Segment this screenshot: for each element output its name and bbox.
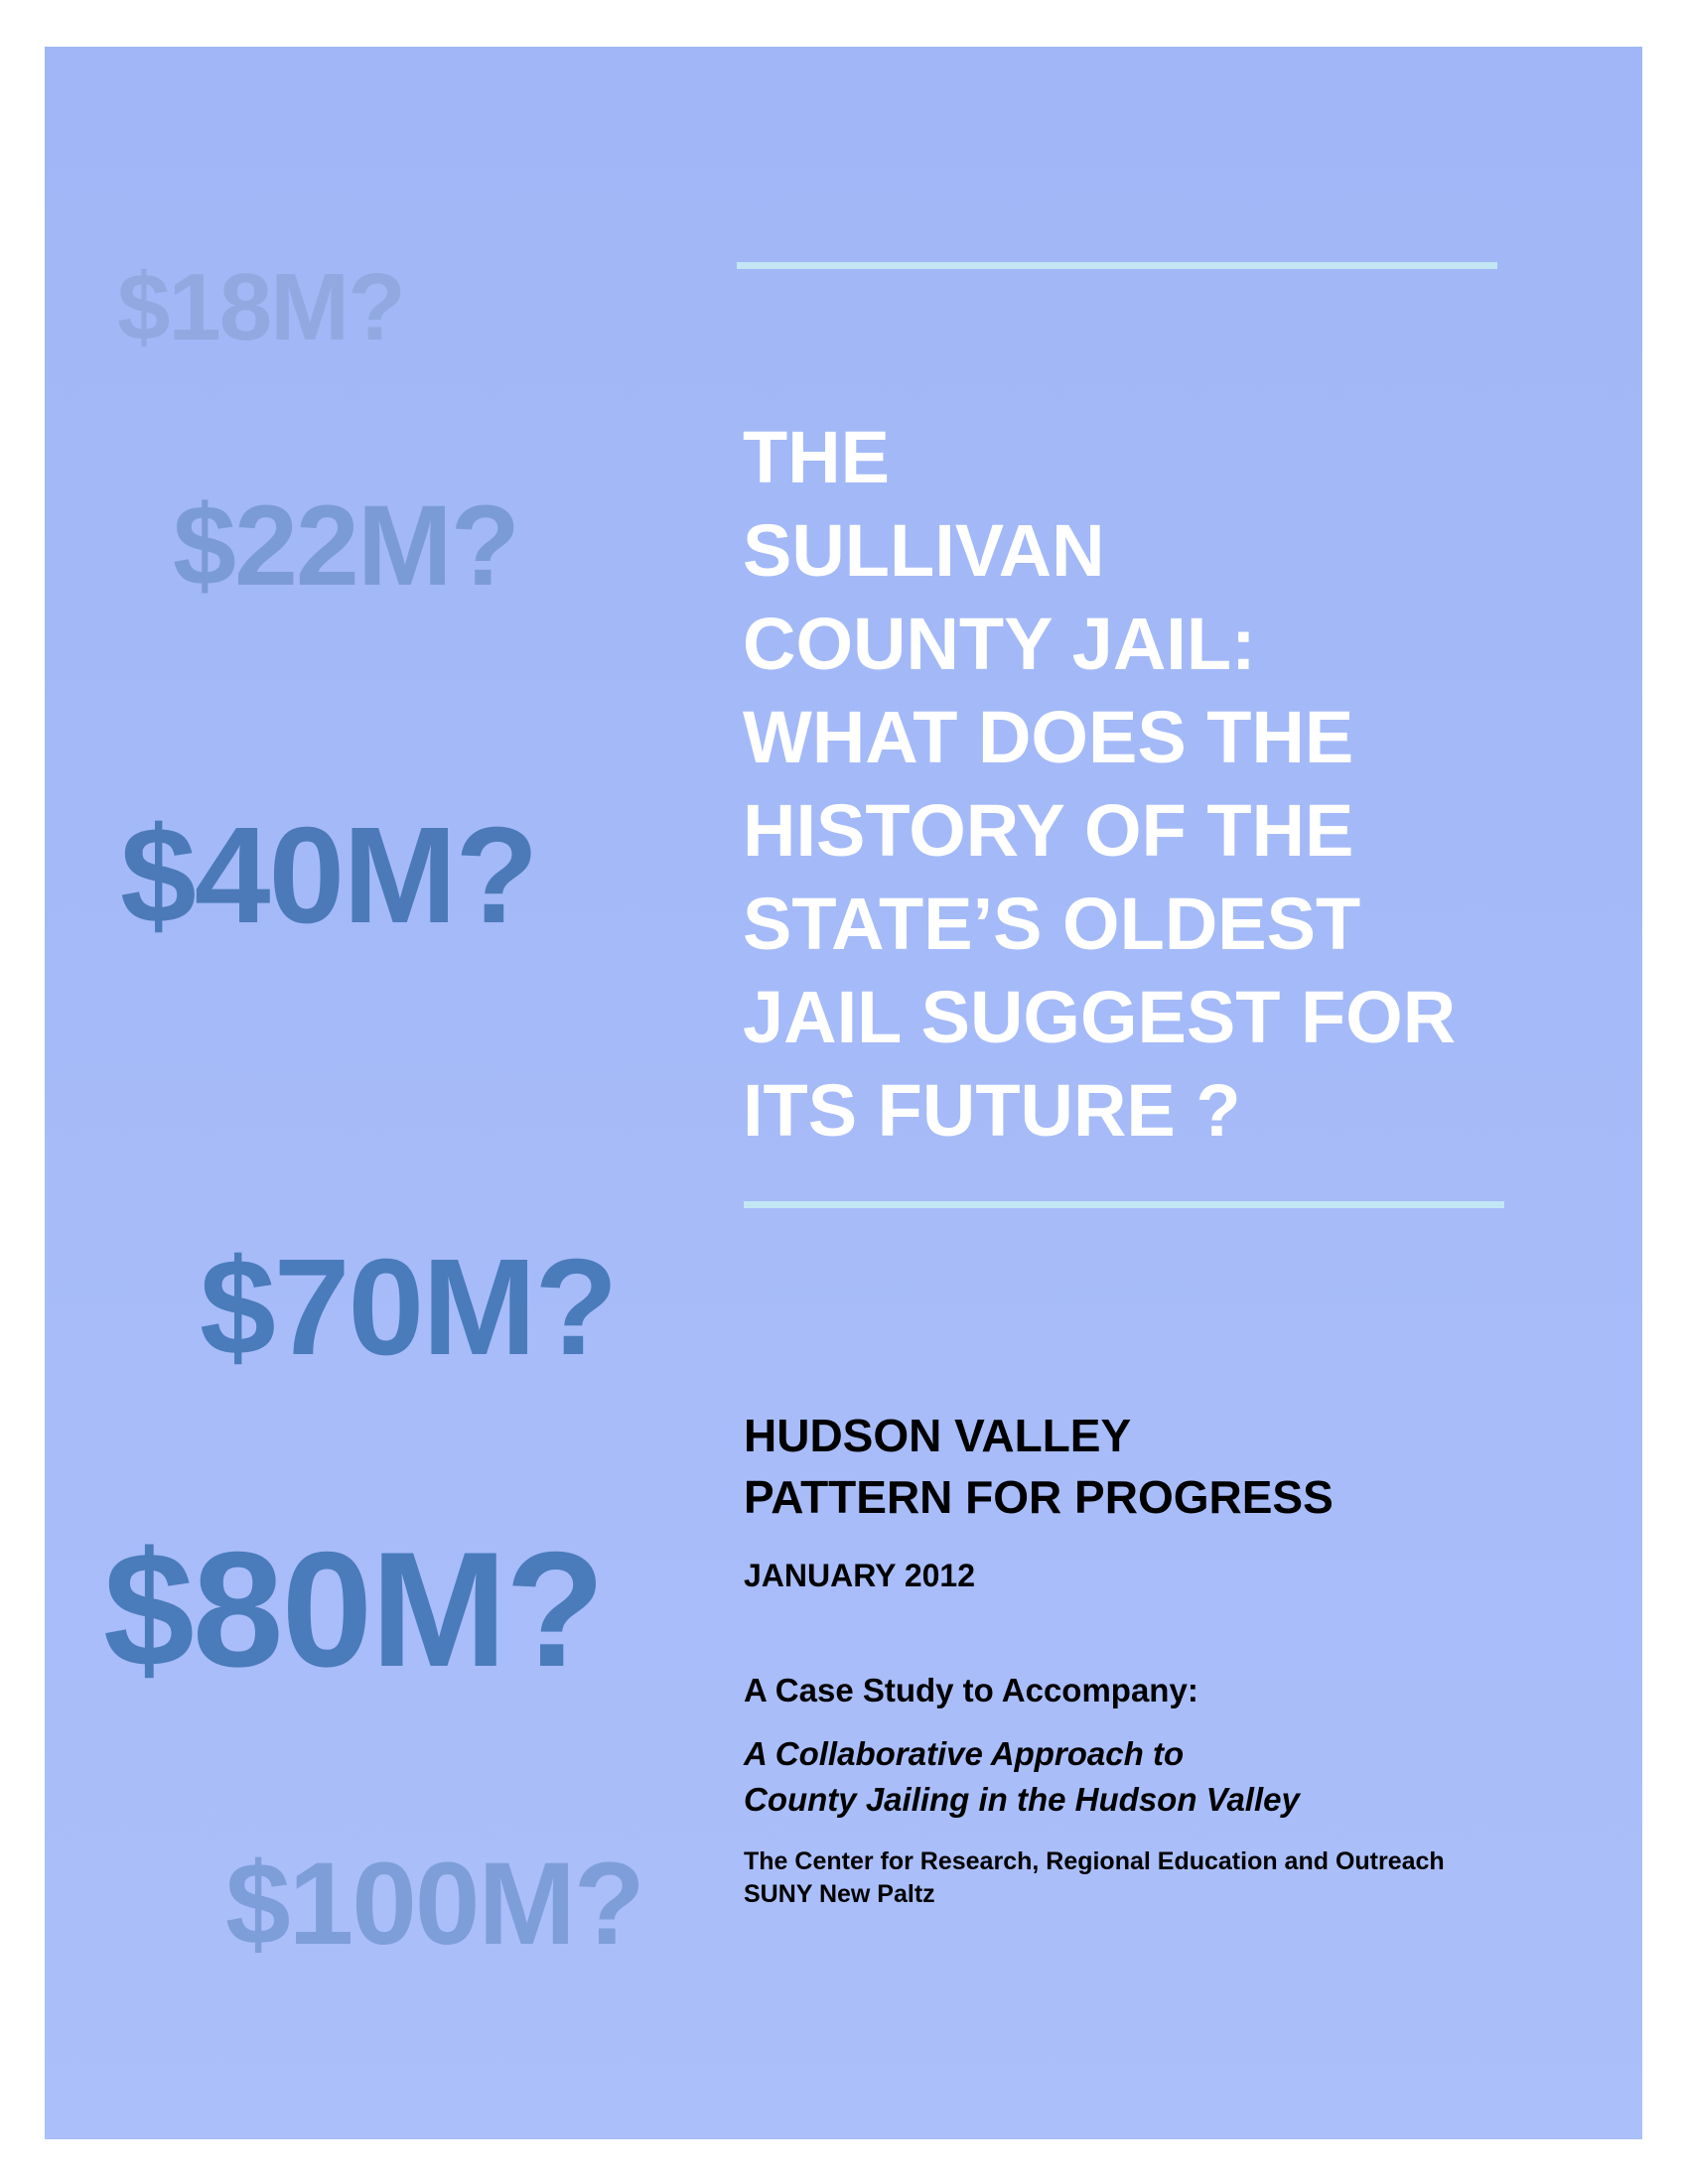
organization-line: PATTERN FOR PROGRESS [744, 1471, 1334, 1523]
top-divider [737, 262, 1497, 269]
title-line: ITS FUTURE ? [743, 1069, 1241, 1152]
title-line: HISTORY OF THE [743, 789, 1354, 872]
title-line: COUNTY JAIL: [743, 603, 1256, 685]
title-line: JAIL SUGGEST FOR [743, 976, 1457, 1058]
publication-date: JANUARY 2012 [744, 1558, 975, 1593]
case-study-title [744, 1731, 1300, 1823]
title-line: SULLIVAN [743, 509, 1105, 592]
case-study-title-line: County Jailing in the Hudson Valley [744, 1781, 1300, 1818]
amount-22m: $22M? [173, 482, 518, 610]
research-center [744, 1845, 1445, 1911]
title-line: STATE’S OLDEST [743, 883, 1361, 965]
case-study-label: A Case Study to Accompany: [744, 1672, 1198, 1708]
organization-name [744, 1405, 1334, 1528]
cover-page [45, 47, 1642, 2139]
title-line: WHAT DOES THE [743, 696, 1354, 778]
report-title [743, 411, 1537, 1158]
amount-18m: $18M? [117, 254, 404, 360]
amount-100m: $100M? [225, 1839, 643, 1970]
amount-40m: $40M? [120, 799, 537, 952]
research-center-line: The Center for Research, Regional Education and Outreach [744, 1847, 1445, 1875]
research-center-line: SUNY New Paltz [744, 1880, 935, 1908]
title-line: THE [743, 416, 890, 498]
bottom-divider [744, 1201, 1504, 1208]
organization-line: HUDSON VALLEY [744, 1410, 1132, 1461]
amount-70m: $70M? [200, 1231, 617, 1384]
amount-80m: $80M? [103, 1518, 604, 1701]
case-study-title-line: A Collaborative Approach to [744, 1735, 1185, 1772]
